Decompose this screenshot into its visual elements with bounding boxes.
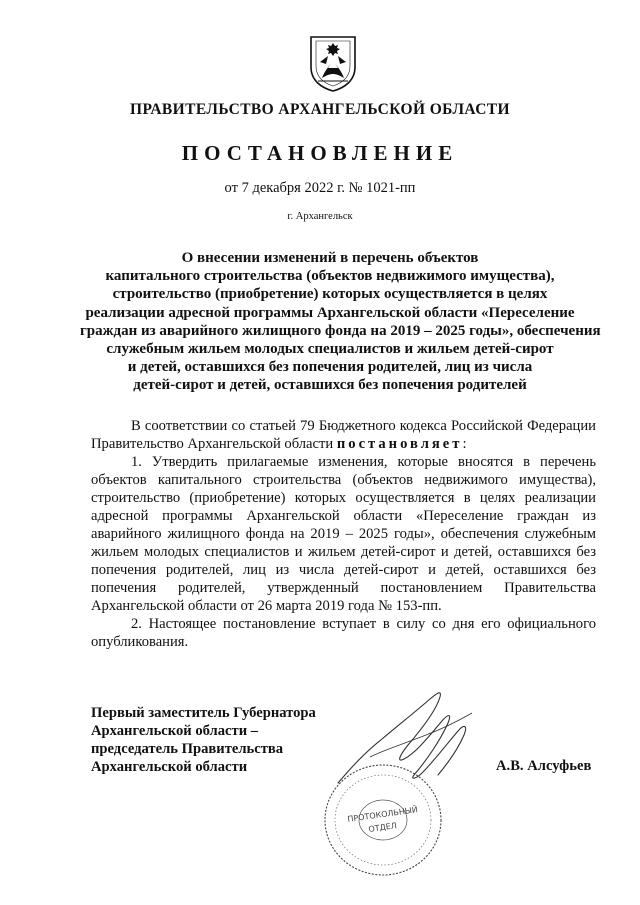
- intro-paragraph: [91, 417, 596, 453]
- subject-line: детей-сирот и детей, оставшихся без попечения родителей: [133, 377, 527, 394]
- intro-end: :: [462, 436, 467, 452]
- subject-line: граждан из аварийного жилищного фонда на 2019 – 2025 годы», обеспечения: [80, 322, 601, 339]
- subject-line: строительство (приобретение) которых осуществляется в целях: [112, 286, 548, 303]
- item-2-paragraph: 2. Настоящее постановление вступает в силу со дня его официального опубликования.: [91, 616, 596, 650]
- subject-line: О внесении изменений в перечень объектов: [181, 250, 479, 266]
- signatory-name: А.В. Алсуфьев: [496, 758, 592, 774]
- item-1-paragraph: 1. Утвердить прилагаемые изменения, которые вносятся в перечень объектов капитального строительства (объектов недвижимого имущества), строительство (приобретение) которых осуществляется в целях реализации адресной программы Архангельской области «Переселение граждан из аварийного жилищного фонда на 2019 – 2025 годы», обеспечения служебным жильем молодых специалистов и жильем детей-сирот и детей, оставшихся без попечения родителей, лиц из числа детей-сирот и детей, оставшихся без попечения родителей, утвержденный постановлением Правительства Архангельской области от 26 марта 2019 года № 153-пп.: [91, 454, 596, 614]
- subject-line: служебным жильем молодых специалистов и жильем детей-сирот: [106, 341, 554, 358]
- stamp-text-line2: ОТДЕЛ: [367, 821, 398, 834]
- signatory-title-line: Архангельской области –: [91, 723, 259, 739]
- subject-line: реализации адресной программы Архангельской области «Переселение: [85, 304, 575, 321]
- office-stamp: [318, 757, 448, 882]
- organization-name: ПРАВИТЕЛЬСТВО АРХАНГЕЛЬСКОЙ ОБЛАСТИ: [129, 101, 510, 118]
- signatory-title-line: Первый заместитель Губернатора: [91, 705, 316, 721]
- document-body: [91, 417, 596, 651]
- document-subject: [80, 249, 601, 395]
- stamp-text-line1: ПРОТОКОЛЬНЫЙ: [346, 805, 419, 824]
- subject-line: капитального строительства (объектов недвижимого имущества),: [105, 268, 555, 285]
- intro-text: В соответствии со статьей 79 Бюджетного кодекса Российской Федерации Правительство Архангельской области: [91, 418, 596, 452]
- document-date-number: от 7 декабря 2022 г. № 1021-пп: [224, 180, 416, 196]
- resolves-word: постановляет: [336, 436, 463, 452]
- signatory-title-line: председатель Правительства: [91, 741, 284, 757]
- document-type-title: ПОСТАНОВЛЕНИЕ: [181, 141, 459, 165]
- document-city: г. Архангельск: [287, 211, 353, 222]
- signatory-title: [91, 704, 316, 776]
- coat-of-arms-emblem: [308, 34, 358, 92]
- subject-line: и детей, оставшихся без попечения родителей, лиц из числа: [127, 359, 533, 376]
- signatory-title-line: Архангельской области: [91, 759, 248, 775]
